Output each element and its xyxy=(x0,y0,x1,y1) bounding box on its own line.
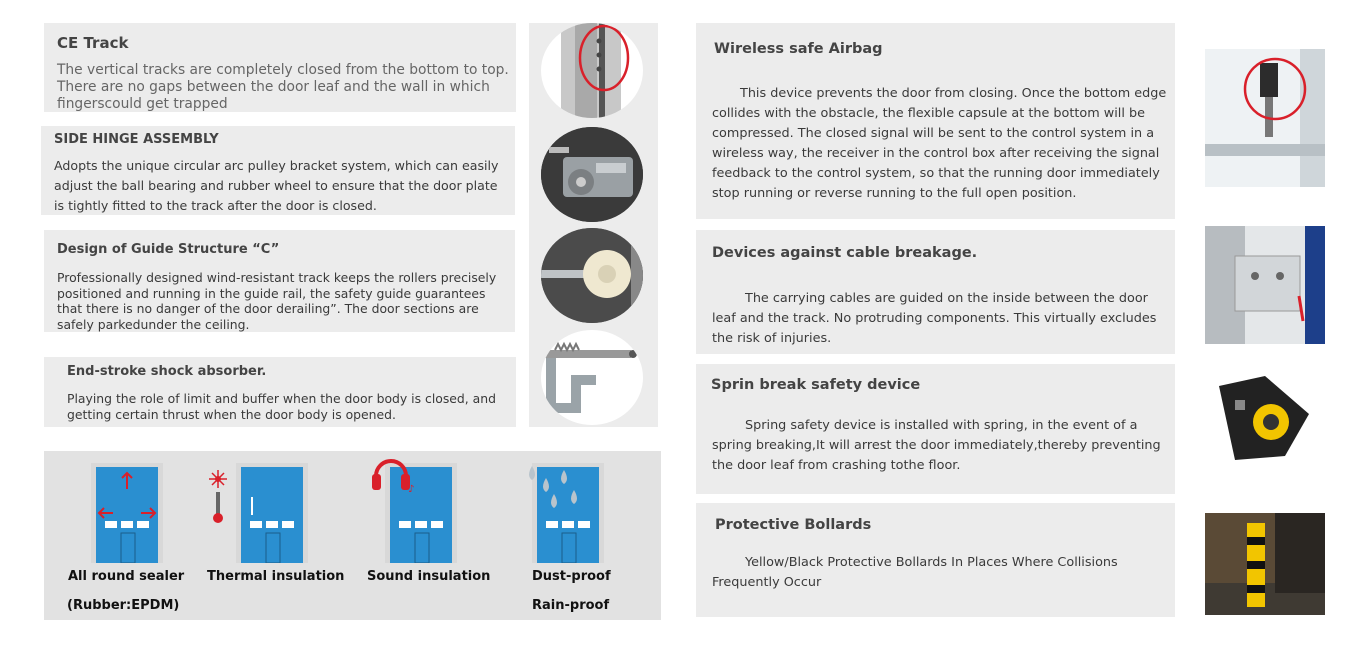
feature-label: Dust-proof xyxy=(532,569,611,584)
section-body xyxy=(712,416,1168,476)
spring-break-photo xyxy=(1205,364,1325,468)
section-body: Professionally designed wind-resistant track keeps the rollers precisely positioned and running in the guide rail, the safety guide guarantees that there is no danger of the door derailing”. The door sections are safely parkedunder the ceiling. xyxy=(57,270,497,332)
ce-track-panel xyxy=(44,23,516,112)
shock-absorber-photo xyxy=(541,330,643,425)
feature-sublabel: Rain-proof xyxy=(532,598,610,613)
airbag-photo xyxy=(1205,49,1325,187)
feature-label: Thermal insulation xyxy=(207,569,345,584)
section-body xyxy=(712,289,1168,349)
feature-label: All round sealer xyxy=(68,569,185,584)
cable-breakage-photo xyxy=(1205,226,1325,344)
guide-roller-photo xyxy=(541,228,643,323)
body-text: Yellow/Black Protective Bollards In Places Where Collisions Frequently Occur xyxy=(712,555,1118,590)
section-body: The vertical tracks are completely closed from the bottom to top. There are no gaps between the door leaf and the wall in which fingerscould get trapped xyxy=(57,62,509,112)
raindrops-icon xyxy=(524,464,594,514)
section-title: Protective Bollards xyxy=(715,517,872,533)
thermometer-icon xyxy=(206,464,266,526)
section-title: CE Track xyxy=(57,34,129,52)
body-text: This device prevents the door from closing. Once the bottom edge collides with the obstacle, the flexible capsule at the bottom will be compressed. The closed signal will be sent to the control system in a wireless way, the receiver in the control box after receiving the signal feedback to the control system, so that the running door immediately stop running or reverse running to the full open position. xyxy=(712,86,1167,201)
section-title: End-stroke shock absorber. xyxy=(67,364,267,379)
section-body xyxy=(712,553,1168,593)
spring-break-panel xyxy=(696,364,1175,494)
section-title: SIDE HINGE ASSEMBLY xyxy=(54,132,219,147)
bollards-photo xyxy=(1205,513,1325,615)
section-body: Adopts the unique circular arc pulley bracket system, which can easily adjust the ball bearing and rubber wheel to ensure that the door plate is tightly fitted to the track after the door is closed. xyxy=(54,158,499,213)
section-title: Design of Guide Structure “C” xyxy=(57,242,280,257)
headphones-icon xyxy=(370,452,416,494)
door-illustration xyxy=(91,463,163,563)
guide-structure-panel xyxy=(44,230,515,332)
section-title: Wireless safe Airbag xyxy=(714,41,883,57)
cable-breakage-panel xyxy=(696,230,1175,354)
airbag-panel xyxy=(696,23,1175,219)
ce-track-photo xyxy=(541,23,643,118)
section-title: Sprin break safety device xyxy=(711,377,921,393)
section-body xyxy=(712,84,1168,204)
svg-text:♪: ♪ xyxy=(408,484,415,494)
body-text: Spring safety device is installed with spring, in the event of a spring breaking,It will arrest the door immediately,thereby preventing the door leaf from crashing tothe floor. xyxy=(712,418,1161,473)
shock-absorber-panel xyxy=(44,357,516,427)
side-hinge-panel xyxy=(41,126,515,215)
section-title: Devices against cable breakage. xyxy=(712,245,978,261)
bollards-panel xyxy=(696,503,1175,617)
section-body: Playing the role of limit and buffer when the door body is closed, and getting certain thrust when the door body is opened. xyxy=(67,391,496,422)
feature-label: Sound insulation xyxy=(367,569,491,584)
body-text: The carrying cables are guided on the inside between the door leaf and the track. No protruding components. This virtually excludes the risk of injuries. xyxy=(712,291,1157,346)
feature-sublabel: (Rubber:EPDM) xyxy=(67,598,180,613)
side-hinge-photo xyxy=(541,127,643,222)
